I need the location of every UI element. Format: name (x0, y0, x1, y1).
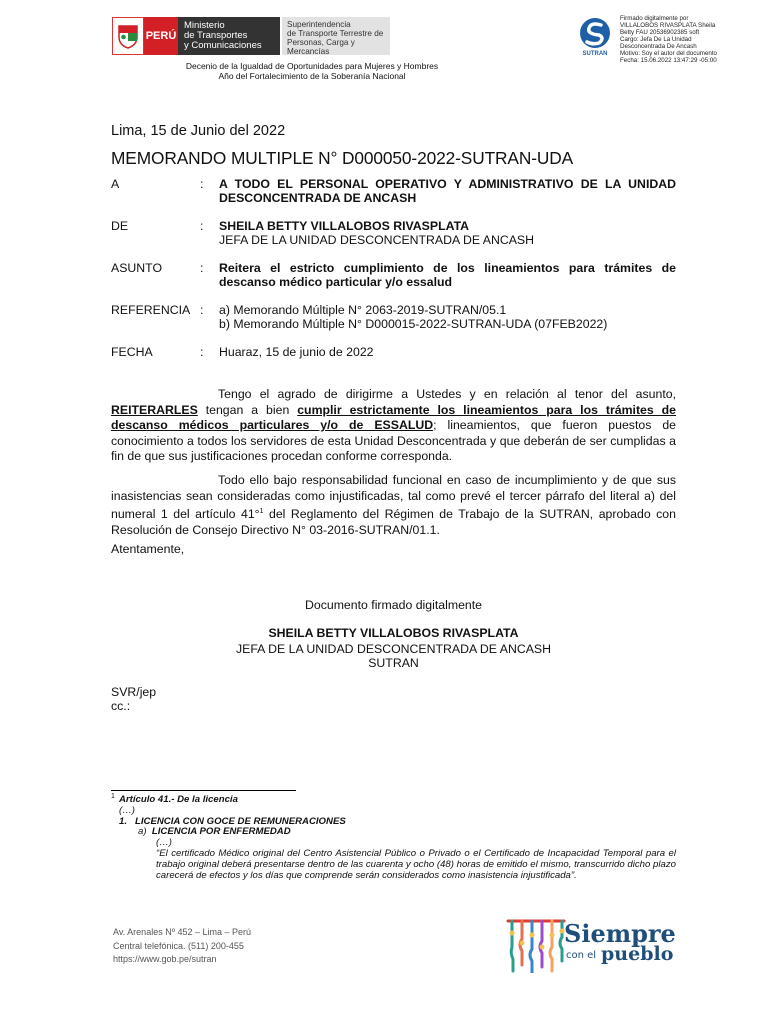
text-run: tengan a bien (197, 402, 298, 417)
field-label: ASUNTO (111, 261, 163, 275)
phone-line: Central telefónica. (511) 200-455 (113, 940, 244, 951)
reference-a: a) Memorando Múltiple N° 2063-2019-SUTRAN/05.1 (219, 303, 507, 317)
peru-label: PERÚ (144, 17, 178, 55)
sutran-line: Personas, Carga y Mercancías (287, 38, 355, 56)
sutran-line: de Transporte Terrestre de (287, 29, 384, 38)
memo-title: MEMORANDO MULTIPLE N° D000050-2022-SUTRAN-UDA (111, 148, 574, 168)
field-label: A (111, 177, 120, 191)
sutran-name (280, 17, 390, 55)
ministry-name (178, 17, 280, 55)
text-run: Todo ello bajo responsabilidad funcional en caso de incumplimiento y de que sus inasistencias sean consideradas como injustificadas, tal como prevé el tercer párrafo del literal a) del numeral 1 del artículo 41° (111, 473, 676, 522)
field-value (219, 303, 676, 331)
sender-name: SHEILA BETTY VILLALOBOS RIVASPLATA (219, 219, 470, 233)
digital-signature-note: Documento firmado digitalmente (304, 598, 483, 612)
field-de (111, 219, 676, 249)
address-line: Av. Arenales Nº 452 – Lima – Perú (113, 927, 252, 937)
footer-address (113, 926, 251, 967)
sutran-line: Superintendencia (287, 20, 351, 29)
signature-line: Desconcentrada De Ancash (620, 43, 697, 50)
footnote-separator (111, 790, 296, 791)
text-run: Tengo el agrado de dirigirme a Ustedes y en relación al tenor del asunto, (218, 387, 676, 401)
field-label: FECHA (111, 345, 153, 359)
footnote-ellipsis: (…) (156, 837, 172, 849)
field-colon: : (200, 177, 204, 191)
footnote-title: Artículo 41.- De la licencia (119, 794, 238, 805)
cc-line: cc.: (111, 699, 131, 713)
signature-line: VILLALOBOS RIVASPLATA Sheila (620, 22, 716, 29)
field-label: DE (111, 219, 129, 233)
body-paragraph-1 (111, 387, 676, 465)
field-value: Huaraz, 15 de junio de 2022 (219, 345, 374, 359)
text-run: ; lineamientos, que fueron puestos de conocimiento a todos los servidores de esta Unidad Desconcentrada y que deberán de ser cumplidas a fin de que sus justificaciones procedan conforme corresponda. (111, 418, 676, 463)
initials: SVR/jep (111, 685, 157, 699)
text-run: del Reglamento del Régimen de Trabajo de la SUTRAN, aprobado con Resolución de Consejo Directivo N° 03-2016-SUTRAN/01.1. (111, 507, 676, 537)
field-colon: : (200, 261, 204, 275)
slogan-con-el: con el (566, 950, 597, 961)
field-label: REFERENCIA (111, 303, 191, 317)
coat-of-arms-icon (112, 17, 144, 55)
signature-line: Cargo: Jefa De La Unidad (620, 36, 692, 43)
body-paragraph-2 (111, 473, 676, 538)
sender-position: JEFA DE LA UNIDAD DESCONCENTRADA DE ANCASH (219, 233, 535, 247)
field-colon: : (200, 345, 204, 359)
footnote (111, 795, 681, 881)
place-and-date: Lima, 15 de Junio del 2022 (111, 123, 286, 139)
signer-name: SHEILA BETTY VILLALOBOS RIVASPLATA (268, 626, 519, 640)
field-asunto (111, 261, 676, 291)
slogan-siempre: Siempre (564, 919, 676, 948)
decenio-header (150, 61, 474, 81)
field-a (111, 177, 676, 207)
footnote-item-title: LICENCIA CON GOCE DE REMUNERACIONES (135, 815, 346, 827)
field-fecha (111, 345, 676, 361)
field-value (219, 219, 676, 247)
decenio-line: Decenio de la Igualdad de Oportunidades para Mujeres y Hombres (185, 61, 439, 71)
footnote-reference: 1 (259, 508, 264, 515)
ministry-line: y Comunicaciones (184, 40, 262, 51)
sutran-logo-icon (575, 16, 615, 56)
reference-b: b) Memorando Múltiple N° D000015-2022-SUTRAN-UDA (07FEB2022) (219, 317, 608, 331)
field-colon: : (200, 219, 204, 233)
signer-organization: SUTRAN (368, 656, 419, 670)
field-colon: : (200, 303, 204, 317)
signature-line: Fecha: 15.06.2022 13:47:29 -05:00 (620, 57, 717, 64)
field-value: Reitera el estricto cumplimiento de los lineamientos para trámites de descanso médico particular y/o essalud (219, 261, 676, 289)
sutran-logo-text: SUTRAN (582, 51, 608, 56)
footnote-ellipsis: (…) (119, 804, 135, 816)
signature-line: Betty FAU 20536902385 soft (620, 29, 700, 36)
digital-signature-stamp (620, 15, 760, 64)
footnote-subitem-letter: a) (138, 826, 147, 838)
signature-line: Motivo: Soy el autor del documento (620, 50, 717, 57)
field-referencia (111, 303, 676, 333)
emphasis-guidelines: cumplir estrictamente los lineamientos para los trámites de descanso médicos particulares y/o de ESSALUD (111, 402, 676, 432)
year-name-line: Año del Fortalecimiento de la Soberanía Nacional (218, 71, 406, 81)
institution-logo-block (112, 17, 390, 55)
emphasis-reiterate: REITERARLES (111, 402, 198, 417)
footnote-item-number: 1. (119, 815, 128, 827)
field-value: A TODO EL PERSONAL OPERATIVO Y ADMINISTRATIVO DE LA UNIDAD DESCONCENTRADA DE ANCASH (219, 177, 676, 205)
signature-line: Firmado digitalmente por (620, 15, 689, 22)
footnote-subitem-title: LICENCIA POR ENFERMEDAD (151, 826, 291, 838)
closing: Atentamente, (111, 542, 185, 556)
ministry-line: Ministerio (184, 20, 225, 31)
signer-position: JEFA DE LA UNIDAD DESCONCENTRADA DE ANCASH (235, 642, 551, 656)
ministry-line: de Transportes (184, 30, 248, 41)
footnote-number: 1 (111, 793, 115, 800)
siempre-con-el-pueblo-logo (504, 913, 674, 973)
footnote-quote: “El certificado Médico original del Centro Asistencial Público o Privado o el Certificado de Incapacidad Temporal para el trabajo original deberá presentarse dentro de las cuarenta y ocho (48) horas de emitido el mismo, transcurrido dicho plazo carecerá de efectos y los días que comprende serán considerados como inasistencia injustificada”. (156, 847, 676, 881)
website-link[interactable]: https://www.gob.pe/sutran (113, 954, 217, 964)
slogan-pueblo: pueblo (601, 943, 674, 965)
footnote-subitem (138, 827, 681, 838)
